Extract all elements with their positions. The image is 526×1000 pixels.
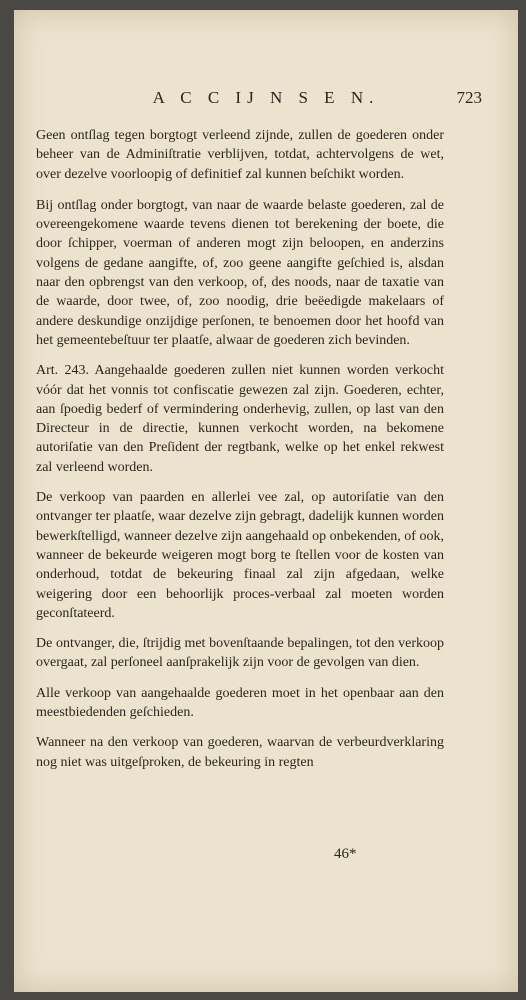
paragraph: Alle verkoop van aangehaalde goederen moet in het openbaar aan den meestbiedenden geſchieden. [36,685,444,721]
body-text [36,126,444,783]
signature-mark: 46* [334,846,357,862]
paragraph: Art. 243. Aangehaalde goederen zullen niet kunnen worden verkocht vóór dat het vonnis tot confiscatie gewezen zal zijn. Goederen, echter, aan ſpoedig bederf of vermindering onderhevig, zullen, op last van den Directeur in de directie, kunnen verkocht worden, na bekomene autoriſatie van den Preſident der regtbank, welke op het enkel rekwest zal verleend worden. [36,363,444,475]
paragraph: De ontvanger, die, ſtrijdig met bovenſtaande bepalingen, tot den verkoop overgaat, zal perſoneel aanſprakelijk zijn voor de gevolgen van dien. [36,636,444,671]
paragraph: Wanneer na den verkoop van goederen, waarvan de verbeurdverklaring nog niet was uitgeſproken, de bekeuring in regten [36,735,444,770]
paragraph: Bij ontſlag onder borgtogt, van naar de waarde belaste goederen, zal de overeengekomene waarde tevens dienen tot berekening der boete, die door ſchipper, voerman of anderen mogt zijn beloopen, en anderzins volgens de gedane aangifte, of, zoo geene aangifte geſchied is, alsdan naar den opbrengst van den verkoop, of, des noods, naar de taxatie van de waarde, door twee, of, zoo noodig, drie beëedigde makelaars of andere deskundige onzijdige perſonen, te benoemen door het hoofd van het gemeentebeſtuur ter plaatſe, alwaar de goederen zich bevinden. [36,197,444,348]
book-page [14,10,518,992]
page-number: 723 [456,88,482,107]
page-header [14,88,518,118]
paragraph: De verkoop van paarden en allerlei vee zal, op autoriſatie van den ontvanger ter plaatſe, waar dezelve zijn gebragt, dadelijk kunnen worden bewerkſtelligd, wanneer dezelve zijn aangehaald op onbekenden, of ook, wanneer de bekeurde weigeren mogt borg te ſtellen voor de kosten van onderhoud, totdat de bekeuring finaal zal zijn afgedaan, welke weigering door een behoorlijk proces-verbaal zal moeten worden geconſtateerd. [36,490,444,621]
running-head: A C C IJ N S E N. [152,88,380,107]
paragraph: Geen ontſlag tegen borgtogt verleend zijnde, zullen de goederen onder beheer van de Adminiſtratie verblijven, totdat, achtervolgens de wet, over dezelve voorloopig of definitief zal kunnen beſchikt worden. [36,128,444,182]
